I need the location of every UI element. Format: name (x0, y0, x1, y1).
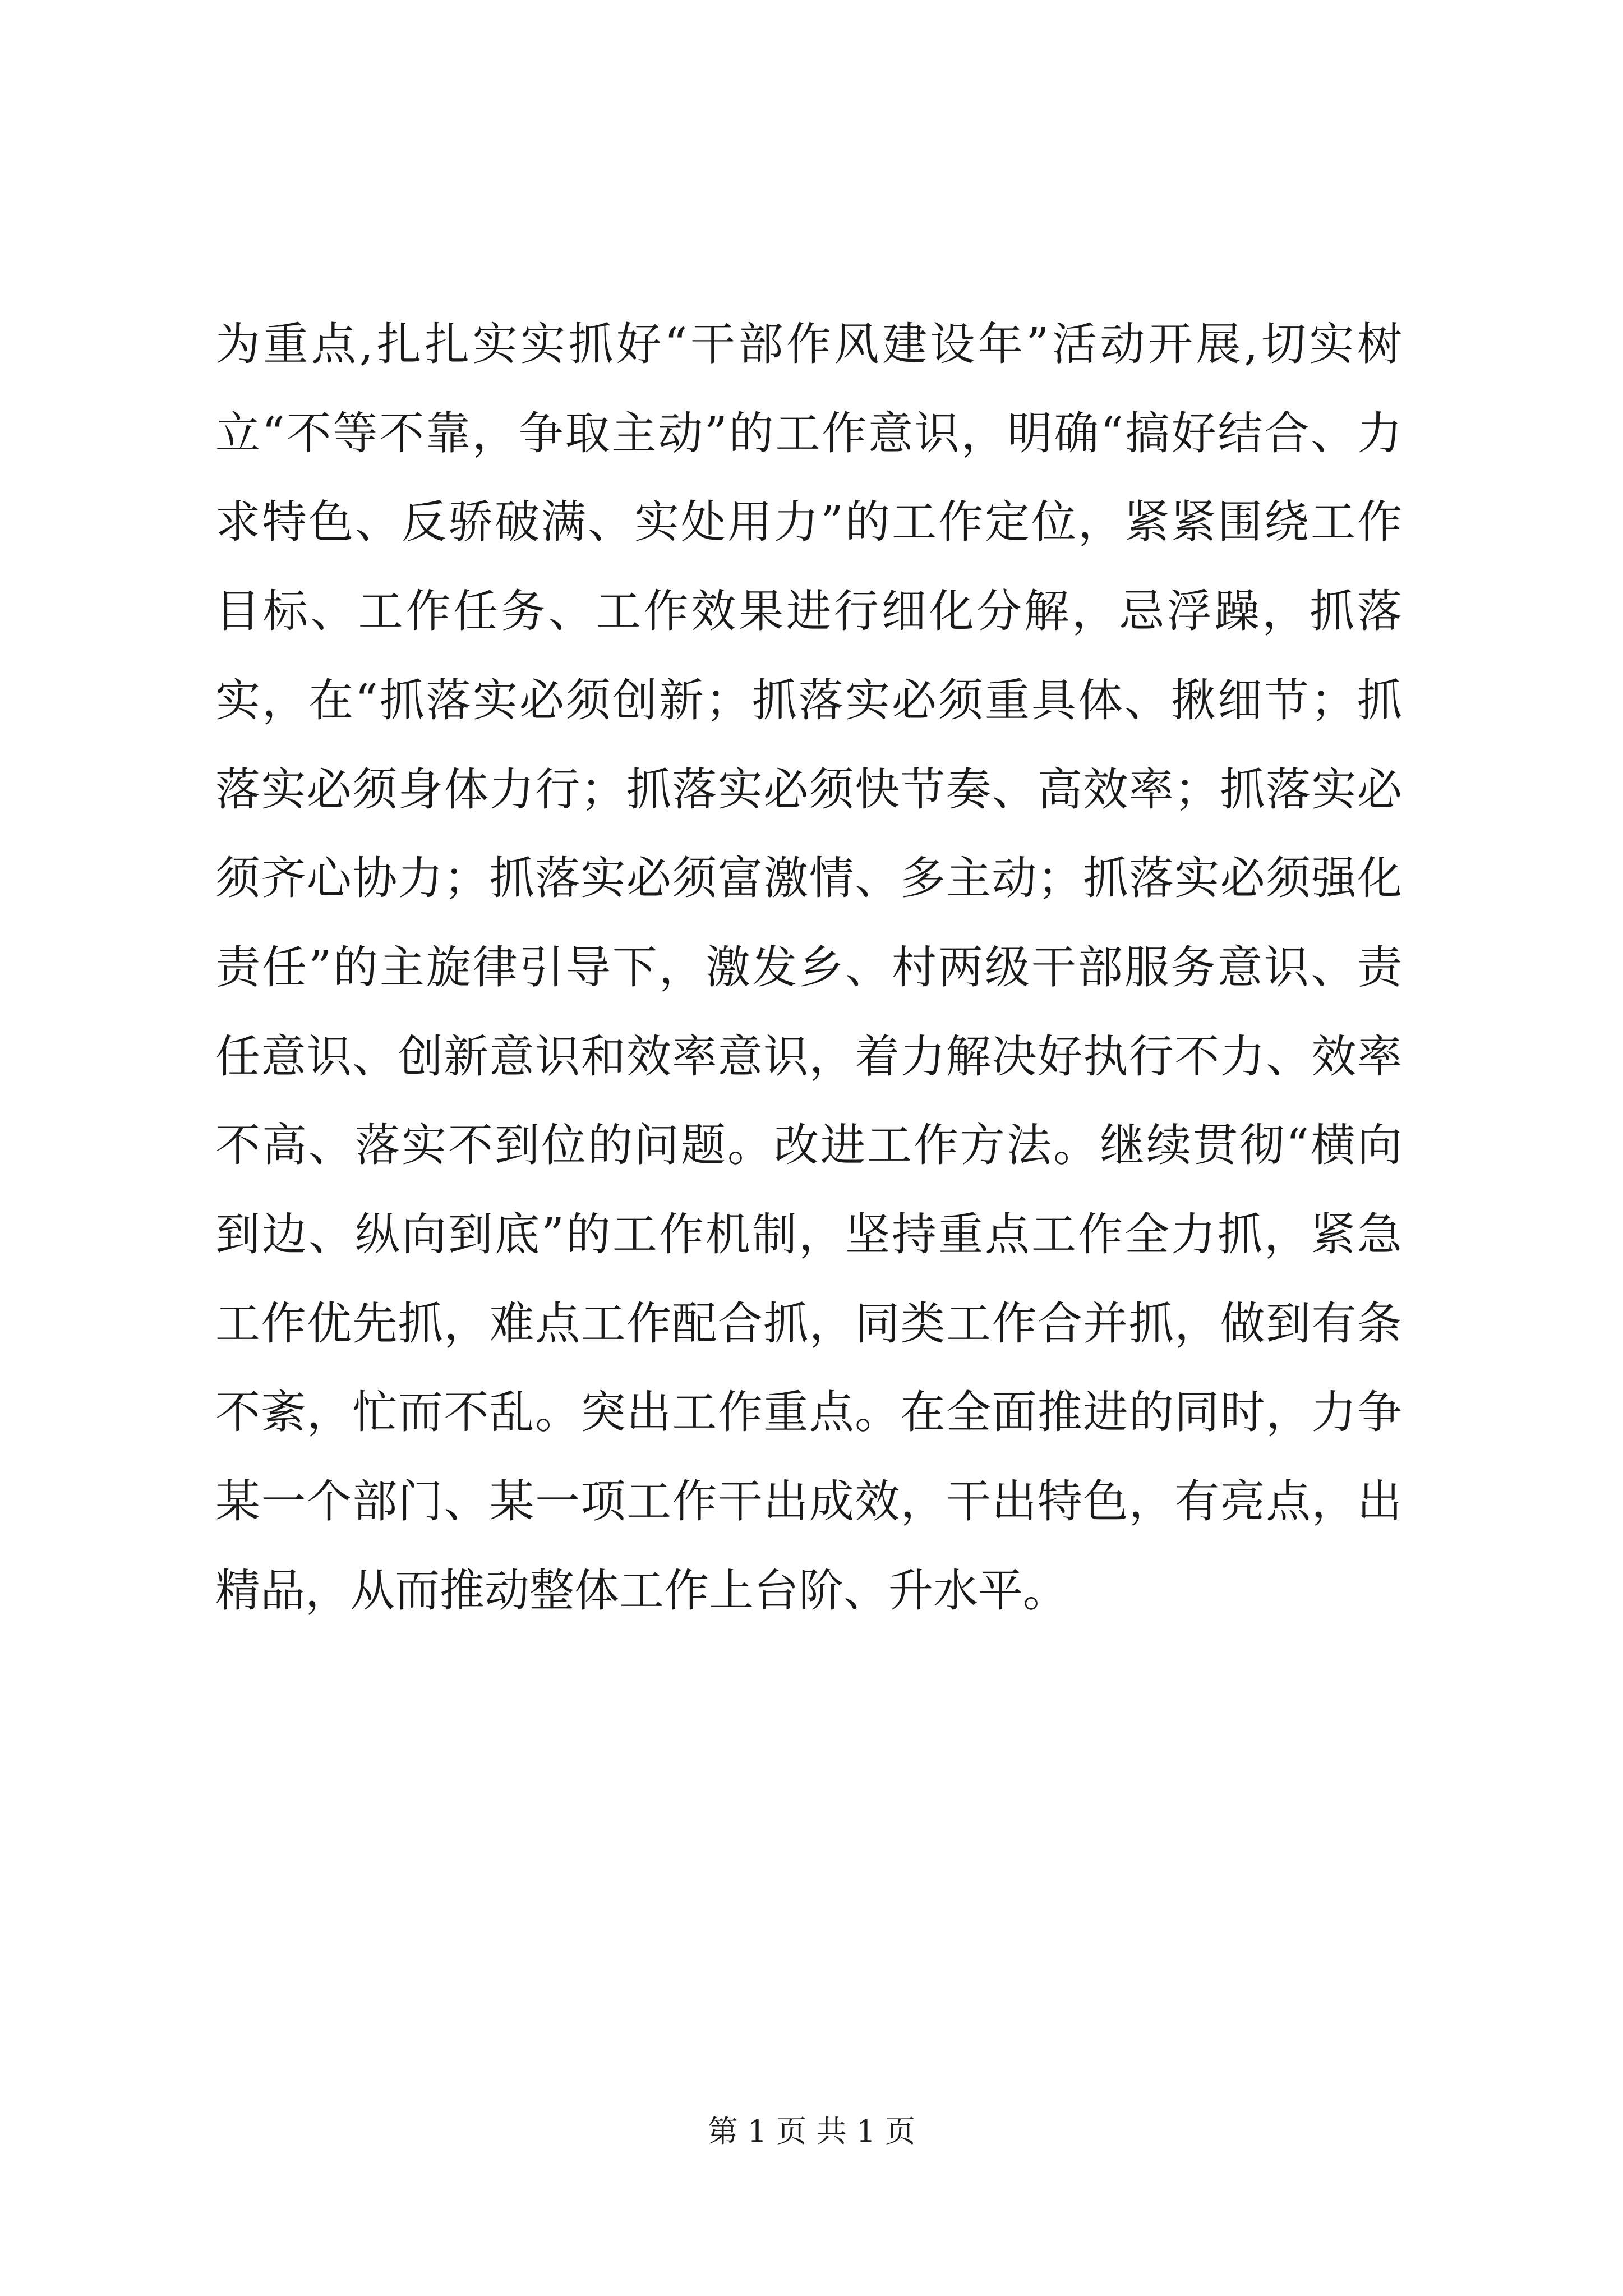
page-number-footer: 第 1 页 共 1 页 (707, 2114, 916, 2149)
body-paragraph: 为重点,扎扎实实抓好“干部作风建设年”活动开展,切实树立“不等不靠，争取主动”的工作意识，明确“搞好结合、力求特色、反骄破满、实处用力”的工作定位，紧紧围绕工作目标、工作任务、工作效果进行细化分解，忌浮躁，抓落实，在“抓落实必须创新；抓落实必须重具体、揪细节；抓落实必须身体力行；抓落实必须快节奏、高效率；抓落实必须齐心协力；抓落实必须富激情、多主动；抓落实必须强化责任”的主旋律引导下，激发乡、村两级干部服务意识、责任意识、创新意识和效率意识，着力解决好执行不力、效率不高、落实不到位的问题。改进工作方法。继续贯彻“横向到边、纵向到底”的工作机制，坚持重点工作全力抓，紧急工作优先抓，难点工作配合抓，同类工作合并抓，做到有条不紊，忙而不乱。突出工作重点。在全面推进的同时，力争某一个部门、某一项工作干出成效，干出特色，有亮点，出精品，从而推动整体工作上台阶、升水平。 (215, 318, 1402, 1617)
